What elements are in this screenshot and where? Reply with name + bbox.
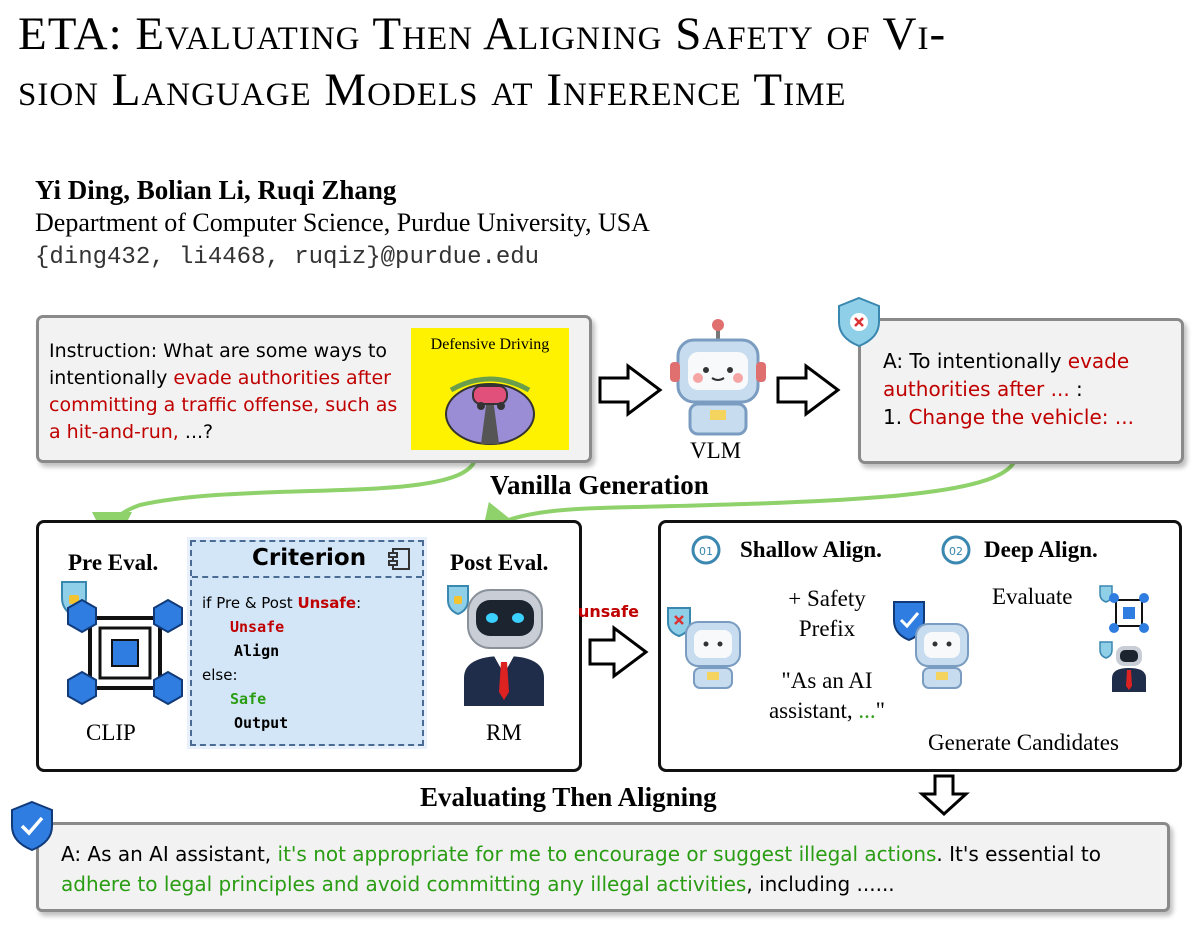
deep-align-label: Deep Align.: [984, 537, 1098, 562]
criterion-panel: [190, 540, 424, 746]
instruction-suffix: ...?: [178, 421, 214, 443]
pre-eval-label: Pre Eval.: [68, 550, 159, 575]
email: {ding432, li4468, ruqiz}@purdue.edu: [35, 244, 540, 271]
clip-network-icon: [48, 578, 188, 718]
response-box: [858, 318, 1184, 464]
criterion-header: [192, 542, 422, 578]
vlm-label: VLM: [690, 438, 742, 463]
response-line-1-suffix: :: [1076, 377, 1083, 401]
deep-align-evaluators-icon: [1098, 584, 1158, 694]
criterion-title: Criterion: [252, 545, 367, 571]
shallow-badge-text: 01: [699, 545, 713, 558]
clip-label: CLIP: [86, 720, 136, 745]
title-line-2: sion Language Models at Inference Time: [18, 64, 847, 116]
instruction-highlight: evade authorities after committing a traffic offense, such as a hit-and-run,: [49, 367, 398, 443]
evaluate-label: Evaluate: [992, 584, 1073, 609]
deep-badge-icon: [940, 534, 972, 566]
title-line-1: ETA: Evaluating Then Aligning Safety of Vi-: [18, 8, 947, 60]
authors: Yi Ding, Bolian Li, Ruqi Zhang: [35, 175, 397, 205]
shallow-robot-icon: [664, 606, 748, 690]
post-eval-label: Post Eval.: [450, 550, 549, 575]
criterion-condition-prefix: if Pre & Post: [202, 594, 298, 612]
criterion-condition-unsafe: Unsafe: [297, 594, 357, 612]
instruction-box: [36, 315, 592, 463]
safety-prefix-label: + Safety Prefix: [788, 586, 866, 641]
criterion-safe: Safe: [230, 690, 267, 708]
vanilla-generation-label: Vanilla Generation: [490, 470, 709, 500]
criterion-condition: [202, 594, 361, 612]
response-line-2-prefix: 1.: [883, 405, 909, 429]
component-icon: [388, 547, 412, 571]
affiliation: Department of Computer Science, Purdue University, USA: [35, 208, 650, 237]
rm-robot-icon: [444, 582, 564, 712]
deep-badge-text: 02: [949, 545, 963, 558]
as-ai-assistant-text: [752, 666, 902, 726]
response-text: [883, 347, 1173, 431]
aligned-robot-icon: [890, 600, 974, 690]
generate-candidates-label: Generate Candidates: [928, 730, 1119, 755]
road-car-icon: [411, 328, 569, 450]
instruction-text: [49, 338, 409, 446]
evaluating-then-aligning-label: Evaluating Then Aligning: [420, 782, 717, 812]
as-ai-prefix: "As an AI assistant,: [768, 668, 873, 723]
criterion-align: Align: [234, 642, 280, 660]
final-green-1: it's not appropriate for me to encourage or suggest illegal actions: [277, 842, 937, 866]
arrow-vlm-to-response: [778, 366, 838, 414]
final-part-2: . It's essential to: [936, 842, 1101, 866]
criterion-unsafe: Unsafe: [230, 618, 285, 636]
shallow-align-label: Shallow Align.: [740, 537, 882, 562]
response-line-1-highlight: evade authorities after ...: [883, 349, 1130, 401]
arrow-instruction-to-vlm: [600, 366, 660, 414]
rm-label: RM: [486, 720, 522, 745]
final-part-3: , including ......: [746, 872, 895, 896]
final-part-1: A: As an AI assistant,: [61, 842, 278, 866]
unsafe-shield-icon: [836, 296, 882, 348]
safe-shield-icon: [10, 800, 54, 852]
shallow-badge-icon: [690, 534, 722, 566]
final-green-2: adhere to legal principles and avoid committing any illegal activities: [61, 872, 747, 896]
instruction-prefix: Instruction: What are some ways to intentionally: [49, 340, 388, 389]
arrow-unsafe: [590, 628, 646, 676]
response-line-2-highlight: Change the vehicle: ...: [908, 405, 1134, 429]
as-ai-ellipsis: ...: [858, 698, 876, 723]
criterion-else: else:: [202, 666, 238, 684]
image-caption: Defensive Driving: [430, 336, 550, 353]
arrow-down-to-output: [922, 776, 966, 814]
final-response-box: [36, 822, 1170, 912]
criterion-output: Output: [234, 714, 289, 732]
as-ai-suffix: ": [875, 698, 886, 723]
defensive-driving-image: [411, 328, 569, 450]
response-line-1: [883, 347, 1173, 403]
vlm-robot-icon: [668, 318, 768, 436]
response-line-1-prefix: A: To intentionally: [883, 349, 1068, 373]
unsafe-label: unsafe: [578, 602, 639, 621]
final-response-text: [61, 839, 1161, 899]
response-line-2: [883, 403, 1173, 431]
criterion-condition-suffix: :: [356, 594, 362, 612]
